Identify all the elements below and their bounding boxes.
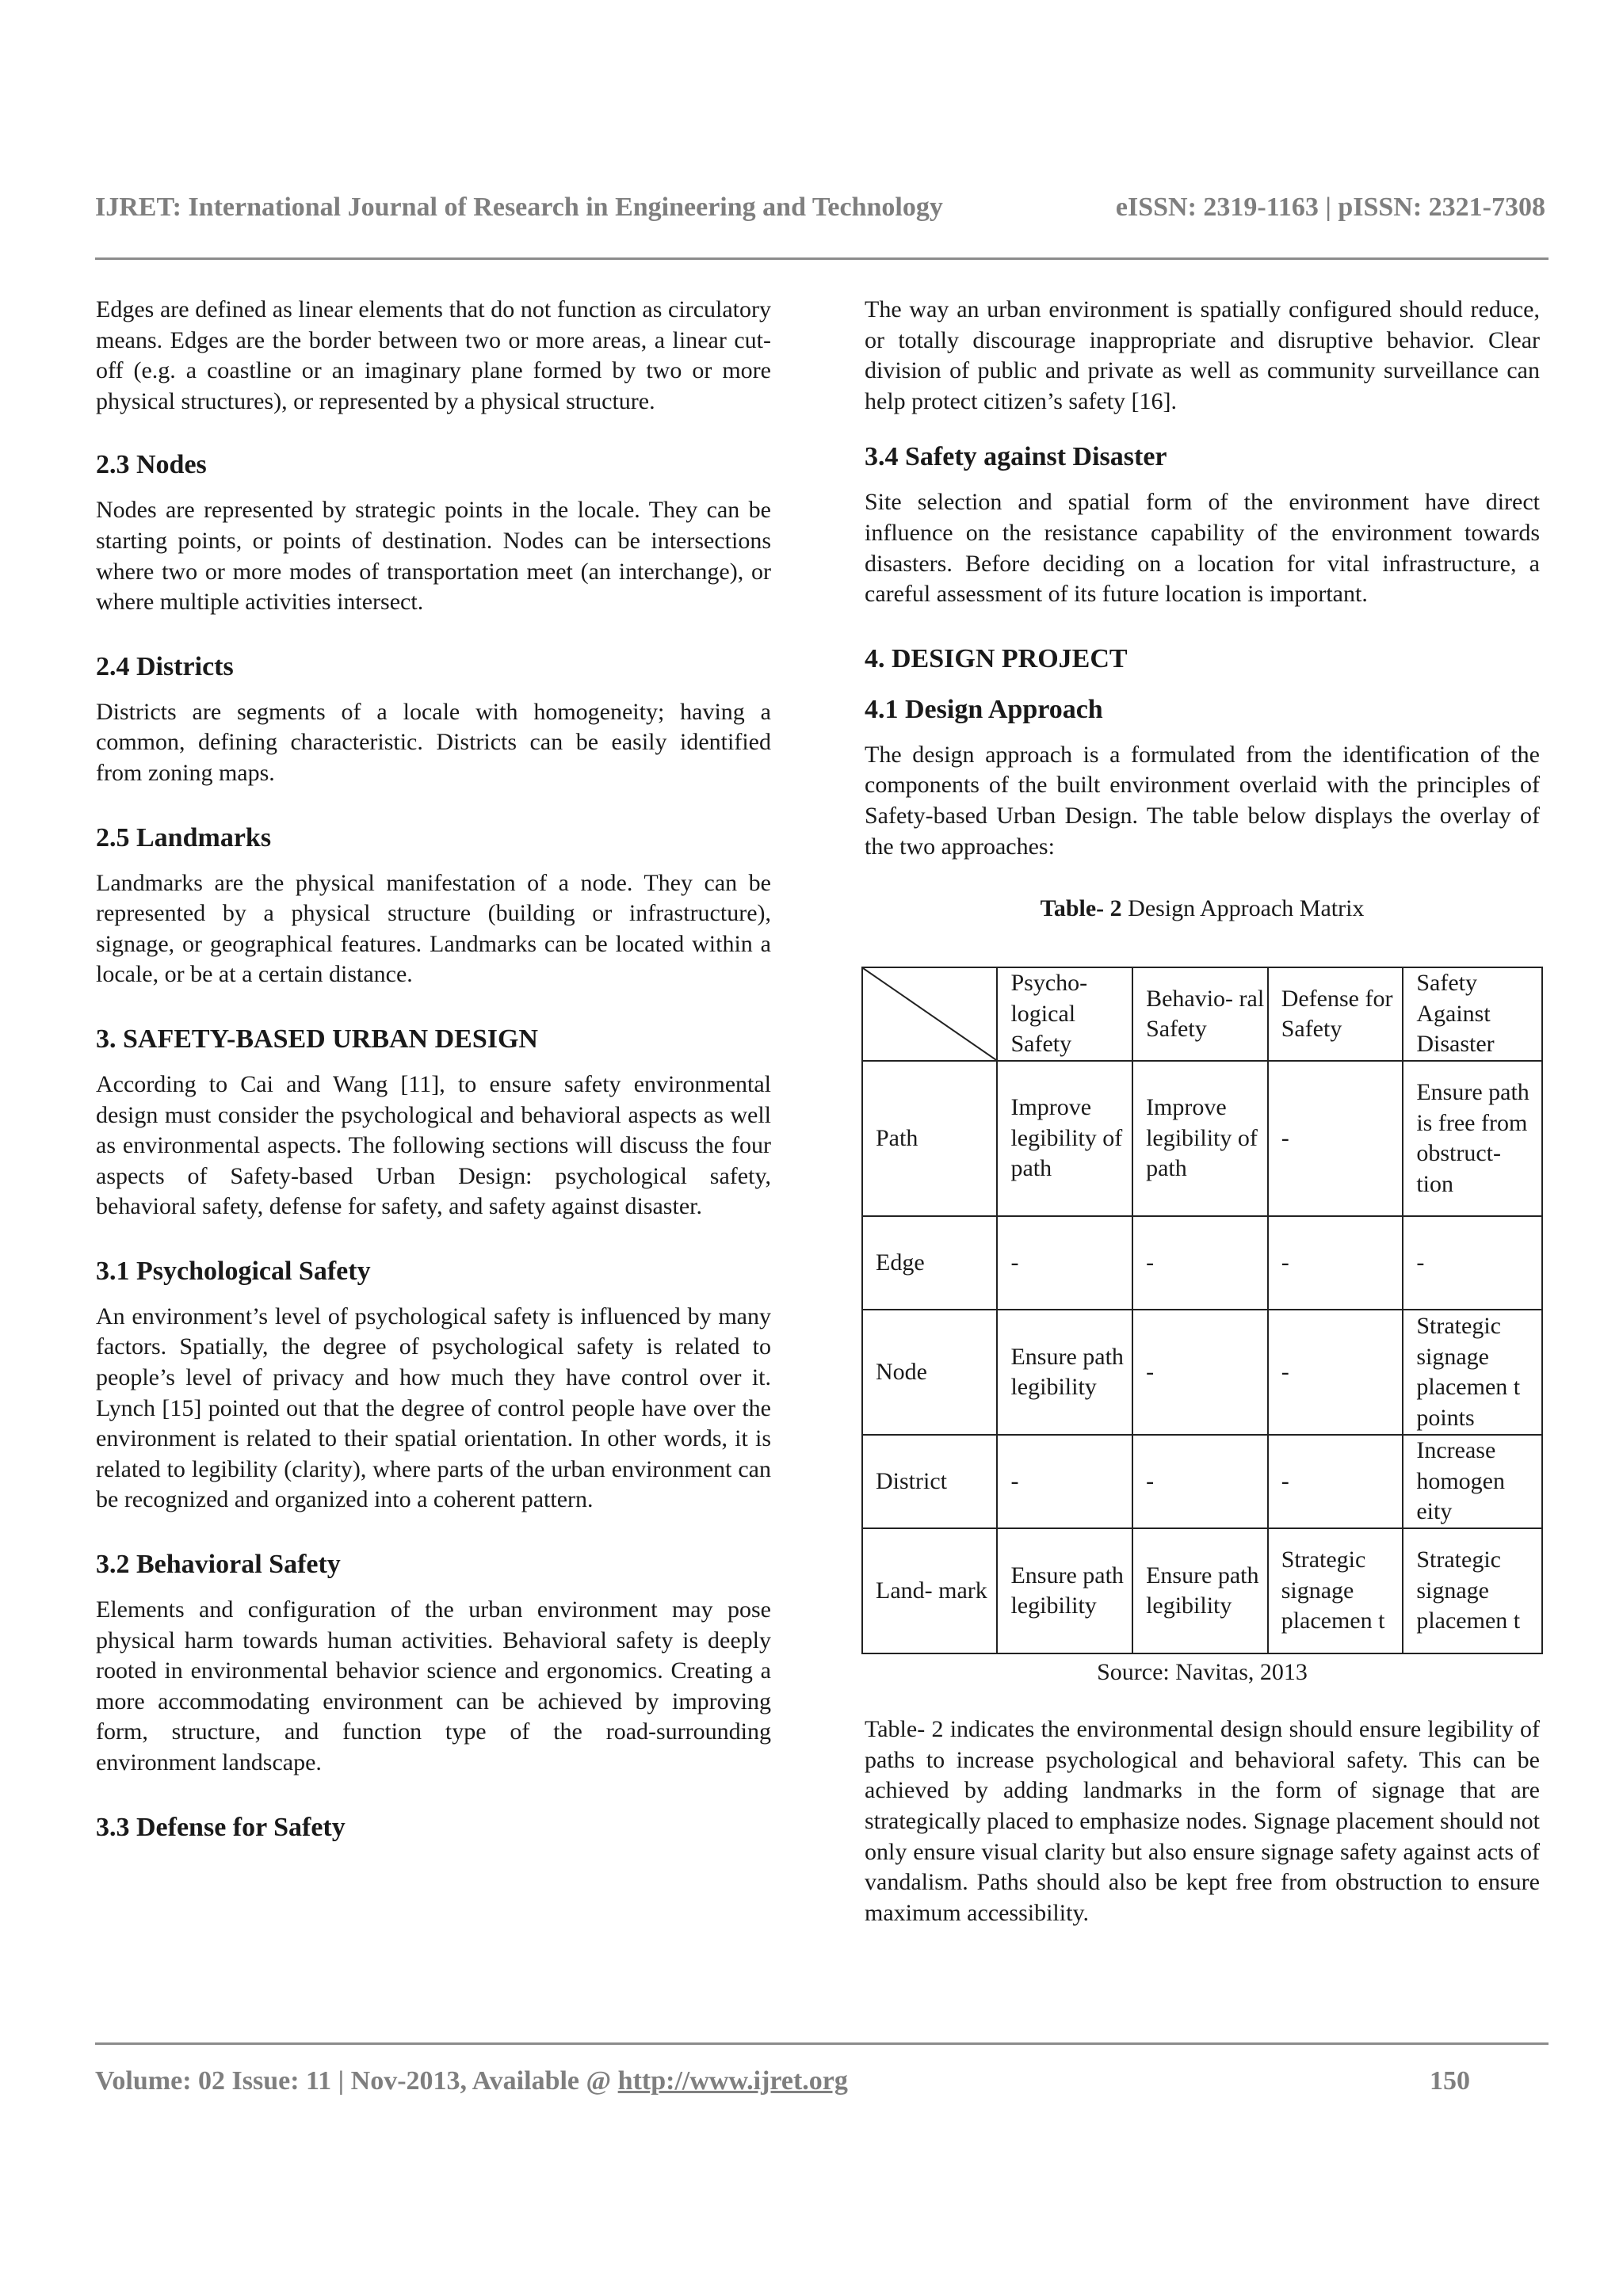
table-cell: - [997,1435,1132,1528]
table-row-label: Edge [862,1216,997,1310]
landmarks-paragraph: Landmarks are the physical manifestation of a node. They can be represented by a physical structure (building or infrastructure), signage, or geographical features. Landmarks can be located within a locale, or be at a certain distance. [96,869,771,988]
table-row-label: Node [862,1310,997,1435]
heading-districts: 2.4 Districts [96,651,234,681]
heading-landmarks: 2.5 Landmarks [96,822,272,852]
table-cell: - [1132,1310,1268,1435]
footer-rule [95,2042,1549,2045]
table-header-row [862,967,1542,1061]
table-cell: Increase homogen eity [1403,1435,1542,1528]
defense-paragraph: The way an urban environment is spatially configured should reduce, or totally discourage inappropriate and disruptive behavior. Clear division of public and private as well as community surveillance can help protect citizen’s safety [16]. [865,296,1540,414]
edges-paragraph: Edges are defined as linear elements that do not function as circulatory means. Edges are the border between two or more areas, a linear cut-off (e.g. a coastline or an imaginary plane formed by two or more physical structures), or represented by a physical structure. [96,296,771,414]
right-column [865,295,1540,1928]
heading-design-project: 4. DESIGN PROJECT [865,643,1128,673]
heading-safety-based-urban-design: 3. SAFETY-BASED URBAN DESIGN [96,1024,538,1054]
table-header-cell: Behavio- ral Safety [1132,967,1268,1061]
footer-volume-info [95,2066,848,2096]
heading-safety-against-disaster: 3.4 Safety against Disaster [865,442,1167,472]
table-cell: Improve legibility of path [1132,1061,1268,1216]
table-cell: Ensure path is free from obstruct- tion [1403,1061,1542,1216]
table-cell: Strategic signage placemen t points [1403,1310,1542,1435]
table-row [862,1216,1542,1310]
table-row [862,1435,1542,1528]
disaster-paragraph: Site selection and spatial form of the environment have direct influence on the resistance capability of the environment towards disasters. Before deciding on a location for vital infrastructure, a careful assessment of its future location is important. [865,489,1540,608]
table-row-label: Path [862,1061,997,1216]
left-column [96,295,771,1844]
journal-title: IJRET: International Journal of Research in Engineering and Technology [95,193,943,222]
sbud-paragraph: According to Cai and Wang [11], to ensure safety environmental design must consider the psychological and behavioral aspects as well as environmental aspects. The following sections will discuss the four aspects of Safety-based Urban Design: psychological safety, behavioral safety, defense for safety, and safety against disaster. [96,1070,771,1220]
conclusion-paragraph: Table- 2 indicates the environmental design should ensure legibility of paths to increase psychological and behavioral safety. This can be achieved by adding landmarks in the form of signage that are strategically placed to emphasize nodes. Signage placement should not only ensure visual clarity but also ensure signage safety against acts of vandalism. Paths should also be kept free from obstruction to ensure maximum accessibility. [865,1716,1540,1926]
table-header-cell: Defense for Safety [1268,967,1403,1061]
table-row [862,1528,1542,1653]
issn: eISSN: 2319-1163 | pISSN: 2321-7308 [1115,193,1545,222]
nodes-paragraph: Nodes are represented by strategic points in the locale. They can be starting points, or points of destination. Nodes can be intersections where two or more modes of transportation meet (an interchange), or where multiple activities intersect. [96,497,771,616]
districts-paragraph: Districts are segments of a locale with homogeneity; having a common, defining characteristic. Districts can be easily identified from zoning maps. [96,698,771,786]
heading-nodes: 2.3 Nodes [96,450,207,480]
heading-psychological-safety: 3.1 Psychological Safety [96,1256,371,1286]
table-cell: - [1268,1310,1403,1435]
heading-design-approach: 4.1 Design Approach [865,694,1103,724]
table-row [862,1310,1542,1435]
running-header [95,193,1545,223]
table-row [862,1061,1542,1216]
table-corner-cell [862,967,997,1061]
page-footer [95,2066,1470,2096]
footer-volume-text: Volume: 02 Issue: 11 | Nov-2013, Available @ [95,2066,618,2096]
table-source: Source: Navitas, 2013 [1097,1659,1308,1686]
table-cell: Strategic signage placemen t [1403,1528,1542,1653]
table-cell: - [997,1216,1132,1310]
table-cell: Improve legibility of path [997,1061,1132,1216]
table-cell: Strategic signage placemen t [1268,1528,1403,1653]
table-cell: Ensure path legibility [1132,1528,1268,1653]
table-cell: - [1132,1435,1268,1528]
design-approach-matrix [861,967,1543,1654]
table-row-label: District [862,1435,997,1528]
table-cell: - [1268,1216,1403,1310]
journal-url-link[interactable]: http://www.ijret.org [617,2066,848,2096]
table-cell: Ensure path legibility [997,1310,1132,1435]
table-cell: - [1268,1435,1403,1528]
table-header-cell: Psycho- logical Safety [997,967,1132,1061]
table-caption-label: Table- 2 [1040,895,1122,922]
page-number: 150 [1430,2066,1470,2096]
table-cell: - [1403,1216,1542,1310]
heading-behavioral-safety: 3.2 Behavioral Safety [96,1550,341,1580]
diagonal-divider-icon [863,968,999,1062]
header-rule [95,257,1549,260]
table-cell: - [1268,1061,1403,1216]
table-row-label: Land- mark [862,1528,997,1653]
table-cell: Ensure path legibility [997,1528,1132,1653]
psych-paragraph: An environment’s level of psychological safety is influenced by many factors. Spatially, the degree of psychological safety is related to people’s level of privacy and how much they have control over it. Lynch [15] pointed out that the degree of control people have over the environment is related to their spatial orientation. In other words, it is related to legibility (clarity), where parts of the urban environment can be recognized and organized into a coherent pattern. [96,1302,771,1513]
behav-paragraph: Elements and configuration of the urban environment may pose physical harm towards human activities. Behavioral safety is deeply rooted in environmental behavior science and ergonomics. Creating a more accommodating environment can be achieved by improving form, structure, and function type of the road-surrounding environment landscape. [96,1596,771,1775]
table-cell: - [1132,1216,1268,1310]
table-caption [865,894,1540,924]
approach-paragraph: The design approach is a formulated from the identification of the components of the built environment overlaid with the principles of Safety-based Urban Design. The table below displays the overlay of the two approaches: [865,741,1540,860]
heading-defense-for-safety: 3.3 Defense for Safety [96,1812,346,1842]
table-header-cell: Safety Against Disaster [1403,967,1542,1061]
table-caption-title: Design Approach Matrix [1121,895,1365,922]
